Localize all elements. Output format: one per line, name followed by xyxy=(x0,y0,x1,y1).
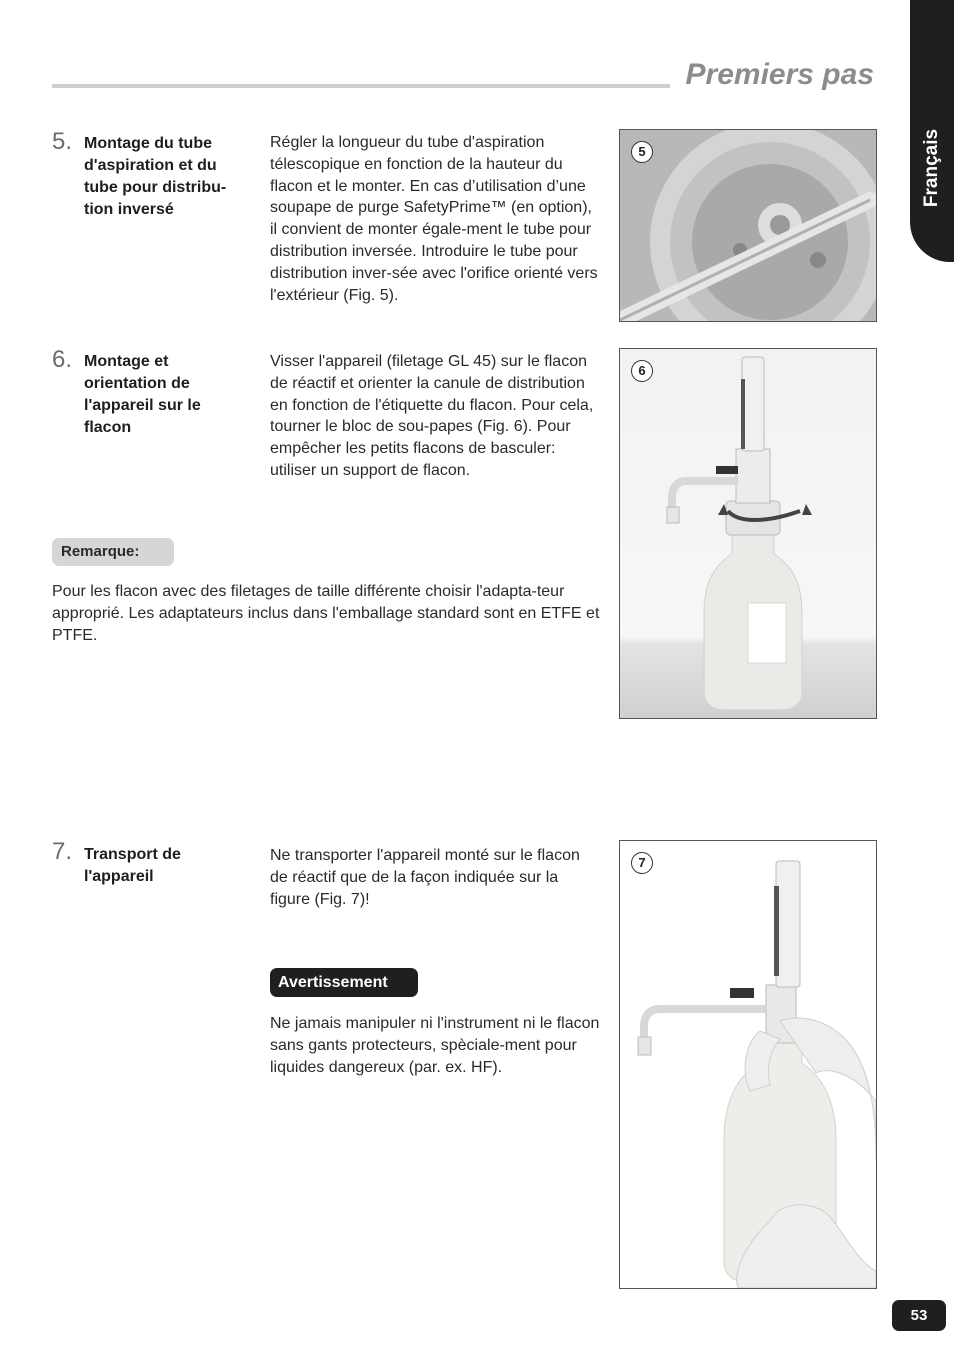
figure-5-photo xyxy=(619,129,877,322)
figure-5-badge: 5 xyxy=(631,141,653,163)
figure-7-illustration xyxy=(620,841,876,1288)
language-tab xyxy=(910,0,954,262)
figure-6-illustration xyxy=(620,349,876,718)
note-label: Remarque: xyxy=(52,538,174,566)
step-5-title: Montage du tube d'aspiration et du tube pour distribu-tion inversé xyxy=(84,135,227,218)
figure-7-photo xyxy=(619,840,877,1289)
figure-6-photo xyxy=(619,348,877,719)
step-6-number: 6. xyxy=(52,346,73,373)
figure-7-badge: 7 xyxy=(631,852,653,874)
page-number: 53 xyxy=(892,1300,946,1331)
step-7-title: Transport de l'appareil xyxy=(84,846,181,885)
page-title: Premiers pas xyxy=(685,58,874,91)
note-text: Pour les flacon avec des filetages de taille différente choisir l'adapta-teur approprié. Les adaptateurs inclus dans l'emballage standard sont en ETFE et PTFE. xyxy=(52,583,600,644)
step-6-title: Montage et orientation de l'appareil sur le flacon xyxy=(84,353,201,436)
figure-5-illustration xyxy=(620,130,876,321)
step-7-number: 7. xyxy=(52,838,73,865)
step-6-text: Visser l'appareil (filetage GL 45) sur le flacon de réactif et orienter la canule de distribution en fonction de l'étiquette du flacon. Pour cela, tourner le bloc de sou-papes (Fig. 6). Pour empêcher les petits flacons de basculer: utiliser un support de flacon. xyxy=(270,353,594,479)
step-5-number: 5. xyxy=(52,128,73,155)
step-7-text: Ne transporter l'appareil monté sur le flacon de réactif que de la façon indiquée sur la figure (Fig. 7)! xyxy=(270,847,580,908)
figure-6-badge: 6 xyxy=(631,360,653,382)
language-tab-label: Français xyxy=(921,128,942,208)
step-5-text: Régler la longueur du tube d'aspiration télescopique en fonction de la hauteur du flacon et le monter. En cas d’utilisation d’une soupape de purge SafetyPrime™ (en option), il convient de monter égale-ment le tube pour distribution inversée. Introduire le tube pour distribution inver-sée avec l'orifice orienté vers l'extérieur (Fig. 5). xyxy=(270,134,598,304)
warning-label: Avertissement xyxy=(270,968,418,997)
header-rule xyxy=(52,84,670,88)
warning-text: Ne jamais manipuler ni l'instrument ni le flacon sans gants protecteurs, spèciale-ment pour liquides dangereux (par. ex. HF). xyxy=(270,1015,600,1076)
